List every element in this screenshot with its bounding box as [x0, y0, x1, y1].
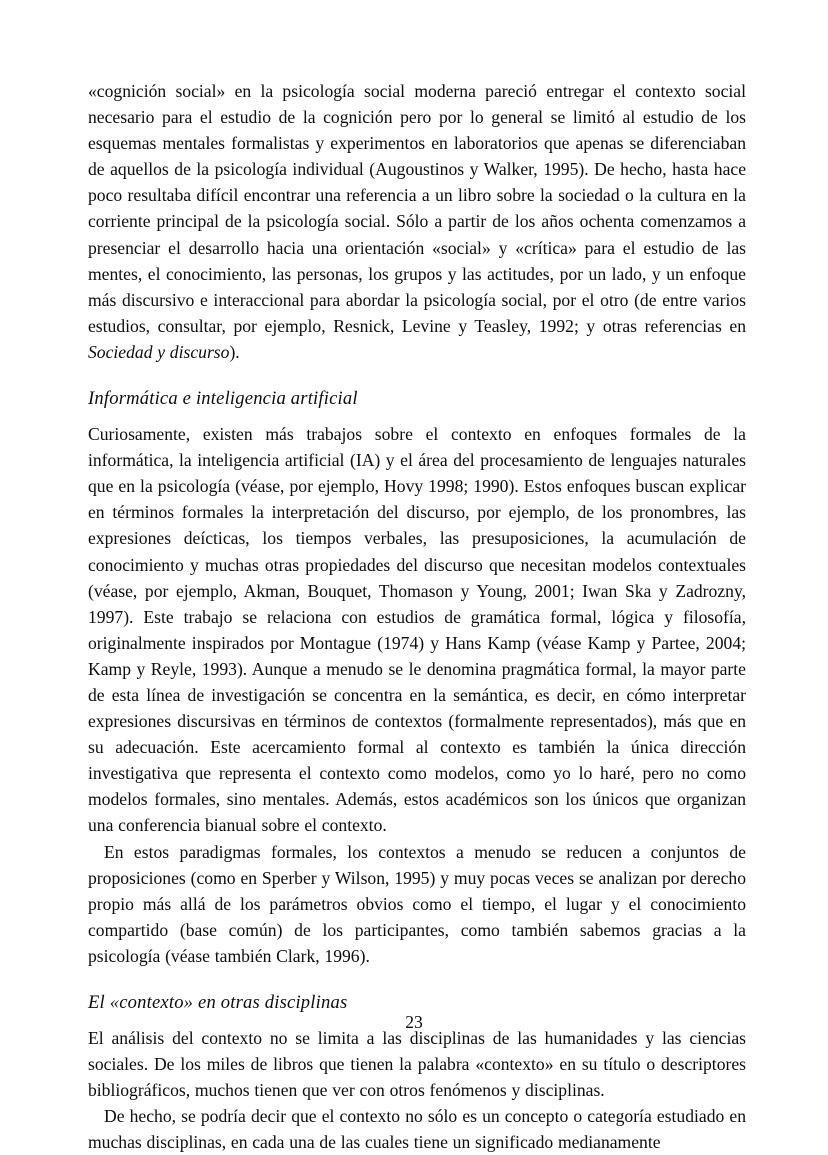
heading-informatica-inteligencia-artificial: Informática e inteligencia artificial	[88, 388, 358, 410]
spacer-before-heading-informatica	[88, 365, 746, 386]
paragraph-el-analisis-del-contexto: El análisis del contexto no se limita a las disciplinas de las humanidades y las ciencias sociales. De los miles de libros que tienen la palabra «contexto» en su título o descriptores bibliográficos, muchos tienen que ver con otros fenómenos y disciplinas.	[88, 1028, 746, 1101]
heading-contexto-en-otras-disciplinas: El «contexto» en otras disciplinas	[88, 992, 348, 1013]
paragraph-text-part-2: ).	[229, 341, 240, 362]
paragraph-de-hecho-se-podria: De hecho, se podría decir que el contexto no sólo es un concepto o categoría estudiado en muchas disciplinas, en cada una de las cuales tiene un significado medianamente	[88, 1106, 746, 1153]
spacer-after-heading-informatica	[88, 412, 746, 421]
spacer-before-heading-contexto-disciplinas	[88, 969, 746, 990]
paragraph-text-part-1: «cognición social» en la psicología social moderna pareció entregar el contexto social necesario para el estudio de la cognición pero por lo general se limitó al estudio de los esquemas mentales formalistas y experimentos en laboratorios que apenas se diferenciaban de aquellos de la psicología individual (Augoustinos y Walker, 1995). De hecho, hasta hace poco resultaba difícil encontrar una referencia a un libro sobre la sociedad o la cultura en la corriente principal de la psicología social. Sólo a partir de los años ochenta comenzamos a presenciar el desarrollo hacia una orientación «social» y «crítica» para el estudio de las mentes, el conocimiento, las personas, los grupos y las actitudes, por un lado, y un enfoque más discursivo e interaccional para abordar la psicología social, por el otro (de entre varios estudios, consultar, por ejemplo, Resnick, Levine y Teasley, 1992; y otras referencias en	[88, 81, 746, 336]
paragraph-en-estos-paradigmas: En estos paradigmas formales, los contextos a menudo se reducen a conjuntos de proposiciones (como en Sperber y Wilson, 1995) y muy pocas veces se analizan por derecho propio más allá de los parámetros obvios como el tiempo, el lugar y el conocimiento compartido (base común) de los participantes, como también sabemos gracias a la psicología (véase también Clark, 1996).	[88, 841, 746, 966]
book-title-sociedad-y-discurso: Sociedad y discurso	[88, 341, 230, 362]
page-number: 23	[405, 1012, 423, 1032]
paragraph-curiosamente: Curiosamente, existen más trabajos sobre el contexto en enfoques formales de la informática, la inteligencia artificial (IA) y el área del procesamiento de lenguajes naturales que en la psicología (véase, por ejemplo, Hovy 1998; 1990). Estos enfoques buscan explicar en términos formales la interpretación del discurso, por ejemplo, de los pronombres, las expresiones deícticas, los tiempos verbales, las presuposiciones, la acumulación de conocimiento y muchas otras propiedades del discurso que necesitan modelos contextuales (véase, por ejemplo, Akman, Bouquet, Thomason y Young, 2001; Iwan Ska y Zadrozny, 1997). Este trabajo se relaciona con estudios de gramática formal, lógica y filosofía, originalmente inspirados por Montague (1974) y Hans Kamp (véase Kamp y Partee, 2004; Kamp y Reyle, 1993). Aunque a menudo se le denomina pragmática formal, la mayor parte de esta línea de investigación se concentra en la semántica, es decir, en cómo interpretar expresiones discursivas en términos de contextos (formalmente representados), más que en su adecuación. Este acercamiento formal al contexto es también la única dirección investigativa que representa el contexto como modelos, como yo lo haré, pero no como modelos formales, sino mentales. Además, estos académicos son los únicos que organizan una conferencia bianual sobre el contexto.	[88, 424, 746, 836]
paragraph-cognicion-social	[88, 78, 746, 365]
text-column	[88, 78, 746, 1155]
